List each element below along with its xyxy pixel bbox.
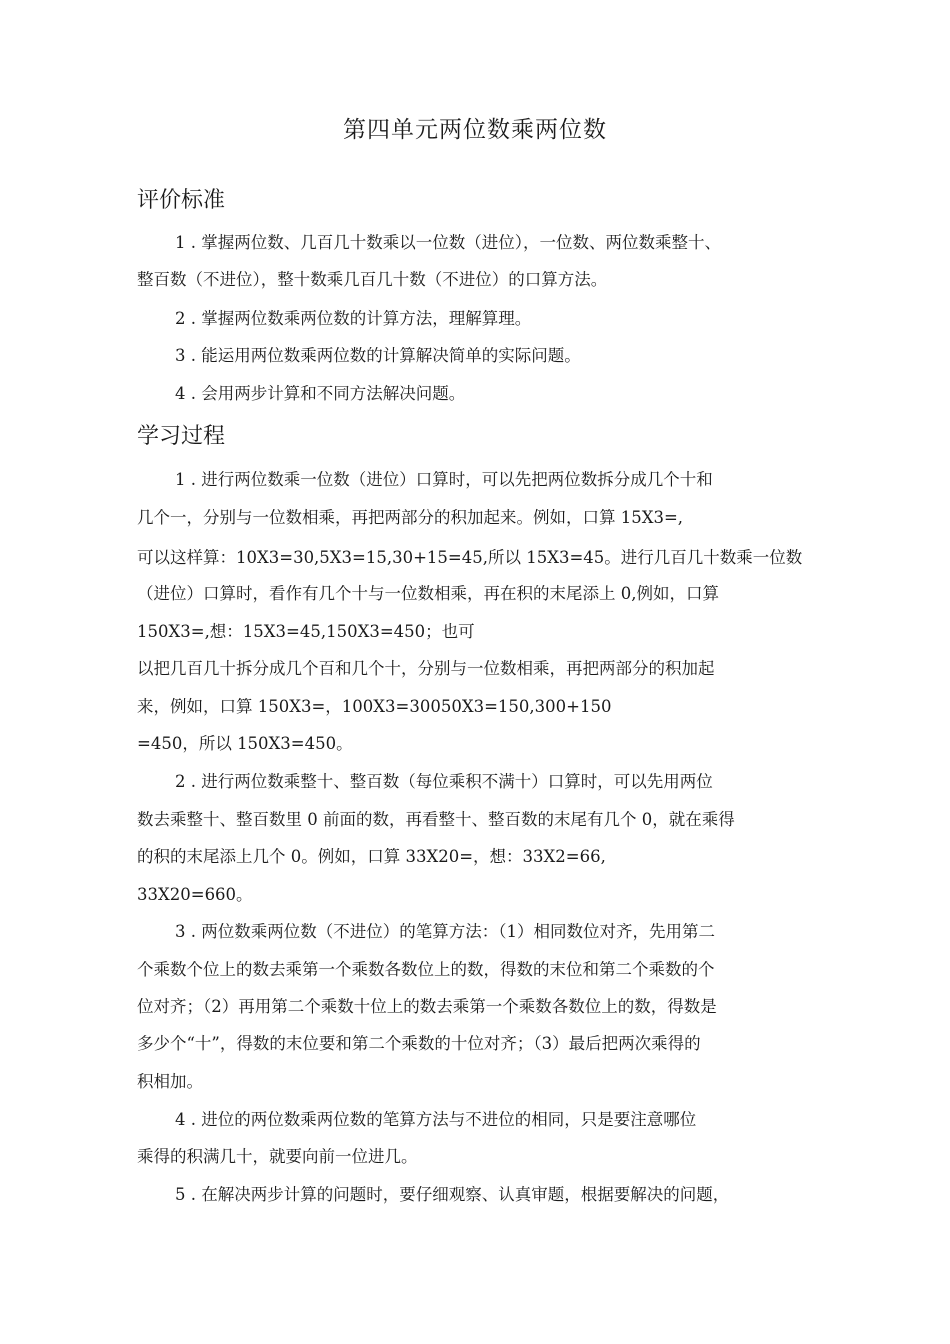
section-heading-criteria: 评价标准 bbox=[137, 188, 226, 213]
section-heading-process: 学习过程 bbox=[137, 424, 226, 449]
paragraph-line: 乘得的积满几十，就要向前一位进几。 bbox=[137, 1147, 418, 1166]
paragraph-line: 2 . 掌握两位数乘两位数的计算方法，理解算理。 bbox=[175, 309, 532, 328]
paragraph-line: 2 . 进行两位数乘整十、整百数（每位乘积不满十）口算时，可以先用两位 bbox=[175, 772, 713, 791]
paragraph-line: 积相加。 bbox=[137, 1072, 203, 1091]
paragraph-line: 4 . 进位的两位数乘两位数的笔算方法与不进位的相同，只是要注意哪位 bbox=[175, 1110, 697, 1129]
paragraph-line: 1 . 进行两位数乘一位数（进位）口算时，可以先把两位数拆分成几个十和 bbox=[175, 470, 713, 489]
paragraph-line: 3 . 能运用两位数乘两位数的计算解决简单的实际问题。 bbox=[175, 346, 581, 365]
paragraph-line: 几个一，分别与一位数相乘，再把两部分的积加起来。例如，口算 15X3=, bbox=[137, 508, 684, 527]
paragraph-line: 150X3=,想：15X3=45,150X3=450；也可 bbox=[137, 622, 475, 641]
paragraph-line: 1 . 掌握两位数、几百几十数乘以一位数（进位），一位数、两位数乘整十、 bbox=[175, 233, 721, 252]
paragraph-line: 4 . 会用两步计算和不同方法解决问题。 bbox=[175, 384, 466, 403]
paragraph-line: 来，例如，口算 150X3=，100X3=30050X3=150,300+150 bbox=[137, 697, 612, 716]
paragraph-line: （进位）口算时，看作有几个十与一位数相乘，再在积的末尾添上 0,例如，口算 bbox=[137, 584, 719, 603]
paragraph-line: 多少个“十”，得数的末位要和第二个乘数的十位对齐；（3）最后把两次乘得的 bbox=[137, 1034, 701, 1053]
paragraph-line: 33X20=660。 bbox=[137, 885, 253, 904]
paragraph-line: 的积的末尾添上几个 0。例如，口算 33X20=，想：33X2=66, bbox=[137, 847, 606, 866]
paragraph-line: 整百数（不进位），整十数乘几百几十数（不进位）的口算方法。 bbox=[137, 270, 608, 289]
paragraph-line: 3 . 两位数乘两位数（不进位）的笔算方法：（1）相同数位对齐，先用第二 bbox=[175, 922, 715, 941]
paragraph-line: =450，所以 150X3=450。 bbox=[137, 734, 353, 753]
paragraph-line: 以把几百几十拆分成几个百和几个十，分别与一位数相乘，再把两部分的积加起 bbox=[137, 659, 715, 678]
paragraph-line: 个乘数个位上的数去乘第一个乘数各数位上的数，得数的末位和第二个乘数的个 bbox=[137, 960, 715, 979]
paragraph-line: 可以这样算：10X3=30,5X3=15,30+15=45,所以 15X3=45。进行几百几十数乘一位数 bbox=[137, 548, 803, 567]
page-title: 第四单元两位数乘两位数 bbox=[343, 117, 607, 143]
paragraph-line: 5 . 在解决两步计算的问题时，要仔细观察、认真审题，根据要解决的问题， bbox=[175, 1185, 730, 1204]
paragraph-line: 数去乘整十、整百数里 0 前面的数，再看整十、整百数的末尾有几个 0，就在乘得 bbox=[137, 810, 735, 829]
paragraph-line: 位对齐；（2）再用第二个乘数十位上的数去乘第一个乘数各数位上的数，得数是 bbox=[137, 997, 717, 1016]
